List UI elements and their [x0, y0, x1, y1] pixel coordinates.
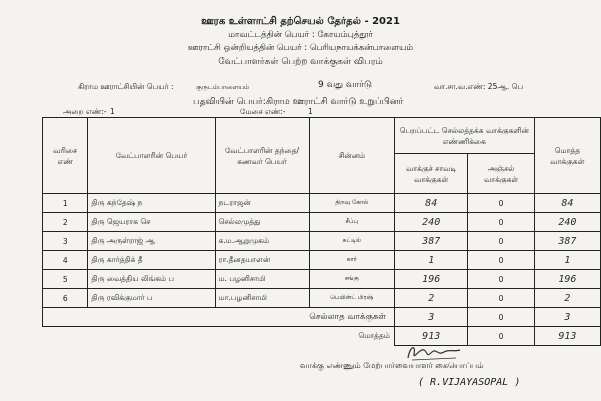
ward-number: 9 வது வார்டு — [318, 80, 372, 90]
post-name: பதவியின் பெயர்:கிராம ஊராட்சி வார்டு உறுப்பினர் — [193, 97, 404, 107]
election-title: ஊரக உள்ளாட்சி தற்செயல் தேர்தல் - 2021 — [201, 16, 400, 27]
total-votes-cell: 84 — [534, 194, 600, 213]
col-postal-votes-header: அஞ்சல் வாக்குகள் — [468, 154, 534, 194]
invalid-booth-cell: 3 — [394, 308, 467, 327]
booth-votes-cell: 240 — [394, 213, 467, 232]
booth-votes-cell: 2 — [394, 289, 467, 308]
booth-votes-cell: 84 — [394, 194, 467, 213]
village-label: கிராம ஊராட்சியின் பெயர் : — [78, 82, 174, 91]
col-serial-header: வரிசை எண் — [43, 118, 88, 194]
grand-postal-cell: 0 — [468, 327, 534, 346]
serial-cell: 4 — [43, 251, 88, 270]
grand-total-label: மொத்தம் — [43, 327, 395, 346]
invalid-votes-label: செல்லாத வாக்குகள் — [43, 308, 395, 327]
candidate-name-cell: திரு அருள்ராஜ் ஆ — [88, 232, 215, 251]
invalid-votes-row — [43, 308, 601, 327]
candidate-name-cell: திரு கந்தேஷ் ந — [88, 194, 215, 213]
symbol-cell: சங்கு — [309, 270, 394, 289]
candidate-name-cell: திரு கார்த்திக் தீ — [88, 251, 215, 270]
grand-total-cell: 913 — [534, 327, 600, 346]
district-name: மாவட்டத்தின் பெயர் : கோயம்புத்தூர் — [228, 30, 373, 40]
grand-booth-cell: 913 — [394, 327, 467, 346]
total-votes-cell: 1 — [534, 251, 600, 270]
union-name: ஊராட்சி ஒன்றியத்தின் பெயர் : பெரியநாயக்கன்பாளையம் — [187, 43, 414, 53]
col-total-header: மொத்த வாக்குகள் — [534, 118, 600, 194]
candidate-name-cell: திரு வைத்திய லிங்கம் ப — [88, 270, 215, 289]
invalid-postal-cell: 0 — [468, 308, 534, 327]
results-table — [42, 117, 601, 346]
invalid-total-cell: 3 — [534, 308, 600, 327]
father-name-cell: நடராஜன் — [215, 194, 309, 213]
candidate-name-cell: திரு ரவிக்குமார் ப — [88, 289, 215, 308]
postal-votes-cell: 0 — [468, 213, 534, 232]
symbol-cell: திறவு கோல் — [309, 194, 394, 213]
booth-votes-cell: 387 — [394, 232, 467, 251]
booth-votes-cell: 1 — [394, 251, 467, 270]
total-votes-cell: 2 — [534, 289, 600, 308]
grand-total-row — [43, 327, 601, 346]
col-symbol-header: சின்னம் — [309, 118, 394, 194]
father-name-cell: ரா.தீனதயாளன் — [215, 251, 309, 270]
booth-votes-cell: 196 — [394, 270, 467, 289]
serial-cell: 5 — [43, 270, 88, 289]
postal-votes-cell: 0 — [468, 251, 534, 270]
serial-cell: 2 — [43, 213, 88, 232]
serial-cell: 3 — [43, 232, 88, 251]
father-name-cell: மா.பழனிசாமி — [215, 289, 309, 308]
total-votes-cell: 240 — [534, 213, 600, 232]
col-valid-votes-header: பெறப்பட்ட செல்லத்தக்க வாக்குகளின் எண்ணிக்கை — [394, 118, 534, 154]
father-name-cell: ம. பழனிசாமி — [215, 270, 309, 289]
supervisor-signature-label: வாக்கு எண்ணும் மேற்பார்வையாளர் கையொப்பம் — [300, 361, 484, 370]
serial-cell: 1 — [43, 194, 88, 213]
table-value: 1 — [308, 107, 313, 116]
col-father-header: வேட்பாளரின் தந்தை/கணவர் பெயர் — [215, 118, 309, 194]
booth-number: வா.சா.வ.எண்: 25ஆ. பெ — [434, 82, 524, 91]
father-name-cell: க.ம.ஆறுமுகம் — [215, 232, 309, 251]
table-row — [43, 232, 601, 251]
postal-votes-cell: 0 — [468, 194, 534, 213]
symbol-cell: பெயின்ட் பிரஷ் — [309, 289, 394, 308]
col-name-header: வேட்பாளரின் பெயர் — [88, 118, 215, 194]
father-name-cell: செல்லமுத்து — [215, 213, 309, 232]
village-value: குருடம்பாளையம் — [196, 83, 250, 91]
table-label: மேசை எண்:- — [240, 107, 286, 116]
symbol-cell: கட்டில் — [309, 232, 394, 251]
table-row — [43, 270, 601, 289]
table-row — [43, 251, 601, 270]
table-row — [43, 194, 601, 213]
postal-votes-cell: 0 — [468, 270, 534, 289]
postal-votes-cell: 0 — [468, 289, 534, 308]
symbol-cell: சீப்பு — [309, 213, 394, 232]
sheet-subtitle: வேட்பாளர்கள் பெற்ற வாக்குகள் விபரம் — [218, 57, 383, 67]
serial-cell: 6 — [43, 289, 88, 308]
col-booth-votes-header: வாக்குச் சாவடி வாக்குகள் — [394, 154, 467, 194]
table-row — [43, 213, 601, 232]
supervisor-name: ( R.VIJAYASOPAL ) — [418, 377, 521, 388]
total-votes-cell: 196 — [534, 270, 600, 289]
candidate-name-cell: திரு ஜெயராக செ — [88, 213, 215, 232]
symbol-cell: கார் — [309, 251, 394, 270]
total-votes-cell: 387 — [534, 232, 600, 251]
postal-votes-cell: 0 — [468, 232, 534, 251]
room-label: அறை எண்:- — [63, 107, 107, 116]
room-value: 1 — [110, 107, 115, 116]
table-row — [43, 289, 601, 308]
